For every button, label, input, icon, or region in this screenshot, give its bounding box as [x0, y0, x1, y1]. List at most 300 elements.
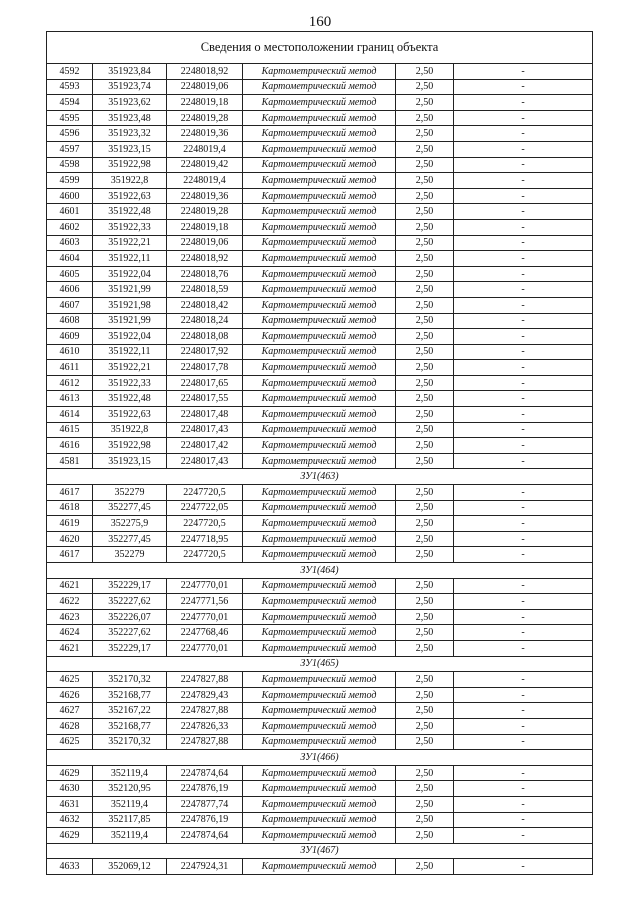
y-coordinate-cell: 2248017,48 — [167, 407, 243, 423]
accuracy-cell: 2,50 — [396, 516, 454, 532]
table-row — [47, 126, 593, 142]
x-coordinate-cell: 352227,62 — [93, 625, 167, 641]
y-coordinate-cell: 2247720,5 — [167, 547, 243, 563]
description-cell: - — [454, 781, 593, 797]
y-coordinate-cell: 2247720,5 — [167, 516, 243, 532]
y-coordinate-cell: 2248018,92 — [167, 251, 243, 267]
x-coordinate-cell: 352229,17 — [93, 640, 167, 656]
point-number-cell: 4611 — [47, 360, 93, 376]
point-number-cell: 4629 — [47, 765, 93, 781]
description-cell: - — [454, 375, 593, 391]
group-label: ЗУ1(465) — [47, 656, 593, 672]
method-cell: Картометрический метод — [243, 126, 396, 142]
y-coordinate-cell: 2248018,08 — [167, 329, 243, 345]
table-row — [47, 578, 593, 594]
x-coordinate-cell: 351922,8 — [93, 422, 167, 438]
accuracy-cell: 2,50 — [396, 297, 454, 313]
accuracy-cell: 2,50 — [396, 251, 454, 267]
method-cell: Картометрический метод — [243, 859, 396, 875]
point-number-cell: 4620 — [47, 531, 93, 547]
point-number-cell: 4603 — [47, 235, 93, 251]
table-row — [47, 609, 593, 625]
description-cell: - — [454, 79, 593, 95]
y-coordinate-cell: 2247876,19 — [167, 812, 243, 828]
accuracy-cell: 2,50 — [396, 79, 454, 95]
description-cell: - — [454, 485, 593, 501]
description-cell: - — [454, 859, 593, 875]
accuracy-cell: 2,50 — [396, 235, 454, 251]
point-number-cell: 4598 — [47, 157, 93, 173]
y-coordinate-cell: 2247770,01 — [167, 640, 243, 656]
y-coordinate-cell: 2248019,18 — [167, 95, 243, 111]
description-cell: - — [454, 266, 593, 282]
y-coordinate-cell: 2248019,28 — [167, 204, 243, 220]
table-row — [47, 110, 593, 126]
x-coordinate-cell: 351923,48 — [93, 110, 167, 126]
point-number-cell: 4599 — [47, 173, 93, 189]
y-coordinate-cell: 2248019,06 — [167, 235, 243, 251]
table-row — [47, 500, 593, 516]
y-coordinate-cell: 2247924,31 — [167, 859, 243, 875]
table-row — [47, 204, 593, 220]
point-number-cell: 4609 — [47, 329, 93, 345]
description-cell: - — [454, 188, 593, 204]
method-cell: Картометрический метод — [243, 313, 396, 329]
accuracy-cell: 2,50 — [396, 453, 454, 469]
description-cell: - — [454, 235, 593, 251]
x-coordinate-cell: 352277,45 — [93, 500, 167, 516]
table-row — [47, 734, 593, 750]
method-cell: Картометрический метод — [243, 297, 396, 313]
point-number-cell: 4617 — [47, 485, 93, 501]
description-cell: - — [454, 640, 593, 656]
method-cell: Картометрический метод — [243, 157, 396, 173]
accuracy-cell: 2,50 — [396, 422, 454, 438]
y-coordinate-cell: 2247722,05 — [167, 500, 243, 516]
y-coordinate-cell: 2247874,64 — [167, 828, 243, 844]
method-cell: Картометрический метод — [243, 110, 396, 126]
description-cell: - — [454, 734, 593, 750]
point-number-cell: 4593 — [47, 79, 93, 95]
x-coordinate-cell: 351922,48 — [93, 391, 167, 407]
y-coordinate-cell: 2248017,92 — [167, 344, 243, 360]
x-coordinate-cell: 352279 — [93, 485, 167, 501]
point-number-cell: 4602 — [47, 219, 93, 235]
point-number-cell: 4612 — [47, 375, 93, 391]
accuracy-cell: 2,50 — [396, 703, 454, 719]
description-cell: - — [454, 141, 593, 157]
description-cell: - — [454, 609, 593, 625]
method-cell: Картометрический метод — [243, 282, 396, 298]
y-coordinate-cell: 2248017,43 — [167, 422, 243, 438]
group-label: ЗУ1(466) — [47, 750, 593, 766]
description-cell: - — [454, 360, 593, 376]
description-cell: - — [454, 812, 593, 828]
accuracy-cell: 2,50 — [396, 360, 454, 376]
accuracy-cell: 2,50 — [396, 718, 454, 734]
table-row — [47, 438, 593, 454]
x-coordinate-cell: 351922,21 — [93, 235, 167, 251]
method-cell: Картометрический метод — [243, 173, 396, 189]
method-cell: Картометрический метод — [243, 79, 396, 95]
x-coordinate-cell: 352170,32 — [93, 734, 167, 750]
table-row — [47, 718, 593, 734]
y-coordinate-cell: 2248019,36 — [167, 126, 243, 142]
accuracy-cell: 2,50 — [396, 812, 454, 828]
table-row — [47, 391, 593, 407]
group-label: ЗУ1(463) — [47, 469, 593, 485]
x-coordinate-cell: 352275,9 — [93, 516, 167, 532]
x-coordinate-cell: 352226,07 — [93, 609, 167, 625]
y-coordinate-cell: 2247829,43 — [167, 687, 243, 703]
table-row — [47, 360, 593, 376]
y-coordinate-cell: 2247827,88 — [167, 734, 243, 750]
accuracy-cell: 2,50 — [396, 329, 454, 345]
table-row — [47, 173, 593, 189]
x-coordinate-cell: 351923,84 — [93, 64, 167, 80]
description-cell: - — [454, 453, 593, 469]
y-coordinate-cell: 2248018,24 — [167, 313, 243, 329]
method-cell: Картометрический метод — [243, 765, 396, 781]
method-cell: Картометрический метод — [243, 687, 396, 703]
table-row — [47, 812, 593, 828]
table-row — [47, 313, 593, 329]
x-coordinate-cell: 351922,11 — [93, 251, 167, 267]
accuracy-cell: 2,50 — [396, 578, 454, 594]
description-cell: - — [454, 110, 593, 126]
accuracy-cell: 2,50 — [396, 313, 454, 329]
description-cell: - — [454, 95, 593, 111]
point-number-cell: 4596 — [47, 126, 93, 142]
accuracy-cell: 2,50 — [396, 609, 454, 625]
point-number-cell: 4633 — [47, 859, 93, 875]
method-cell: Картометрический метод — [243, 485, 396, 501]
x-coordinate-cell: 351923,15 — [93, 141, 167, 157]
method-cell: Картометрический метод — [243, 516, 396, 532]
point-number-cell: 4581 — [47, 453, 93, 469]
method-cell: Картометрический метод — [243, 360, 396, 376]
point-number-cell: 4614 — [47, 407, 93, 423]
description-cell: - — [454, 173, 593, 189]
accuracy-cell: 2,50 — [396, 204, 454, 220]
x-coordinate-cell: 351922,33 — [93, 375, 167, 391]
y-coordinate-cell: 2248019,42 — [167, 157, 243, 173]
method-cell: Картометрический метод — [243, 235, 396, 251]
x-coordinate-cell: 351922,8 — [93, 173, 167, 189]
method-cell: Картометрический метод — [243, 95, 396, 111]
y-coordinate-cell: 2248017,55 — [167, 391, 243, 407]
accuracy-cell: 2,50 — [396, 344, 454, 360]
accuracy-cell: 2,50 — [396, 375, 454, 391]
table-row — [47, 485, 593, 501]
method-cell: Картометрический метод — [243, 640, 396, 656]
x-coordinate-cell: 351922,11 — [93, 344, 167, 360]
method-cell: Картометрический метод — [243, 672, 396, 688]
table-row — [47, 407, 593, 423]
group-header-row — [47, 656, 593, 672]
accuracy-cell: 2,50 — [396, 173, 454, 189]
description-cell: - — [454, 500, 593, 516]
accuracy-cell: 2,50 — [396, 391, 454, 407]
description-cell: - — [454, 796, 593, 812]
point-number-cell: 4626 — [47, 687, 93, 703]
x-coordinate-cell: 352119,4 — [93, 796, 167, 812]
point-number-cell: 4625 — [47, 734, 93, 750]
accuracy-cell: 2,50 — [396, 859, 454, 875]
description-cell: - — [454, 391, 593, 407]
accuracy-cell: 2,50 — [396, 796, 454, 812]
accuracy-cell: 2,50 — [396, 438, 454, 454]
y-coordinate-cell: 2248019,06 — [167, 79, 243, 95]
page-number: 160 — [308, 14, 332, 30]
method-cell: Картометрический метод — [243, 204, 396, 220]
table-title-row — [47, 32, 593, 64]
x-coordinate-cell: 351921,99 — [93, 313, 167, 329]
point-number-cell: 4607 — [47, 297, 93, 313]
y-coordinate-cell: 2247771,56 — [167, 594, 243, 610]
table-row — [47, 251, 593, 267]
point-number-cell: 4621 — [47, 578, 93, 594]
description-cell: - — [454, 204, 593, 220]
group-label: ЗУ1(464) — [47, 563, 593, 579]
table-row — [47, 781, 593, 797]
point-number-cell: 4618 — [47, 500, 93, 516]
x-coordinate-cell: 352168,77 — [93, 718, 167, 734]
table-row — [47, 188, 593, 204]
point-number-cell: 4592 — [47, 64, 93, 80]
method-cell: Картометрический метод — [243, 609, 396, 625]
table-row — [47, 594, 593, 610]
method-cell: Картометрический метод — [243, 188, 396, 204]
table-row — [47, 765, 593, 781]
accuracy-cell: 2,50 — [396, 407, 454, 423]
method-cell: Картометрический метод — [243, 219, 396, 235]
method-cell: Картометрический метод — [243, 141, 396, 157]
table-row — [47, 79, 593, 95]
method-cell: Картометрический метод — [243, 781, 396, 797]
point-number-cell: 4625 — [47, 672, 93, 688]
x-coordinate-cell: 351923,74 — [93, 79, 167, 95]
method-cell: Картометрический метод — [243, 344, 396, 360]
point-number-cell: 4627 — [47, 703, 93, 719]
y-coordinate-cell: 2247827,88 — [167, 703, 243, 719]
point-number-cell: 4616 — [47, 438, 93, 454]
description-cell: - — [454, 282, 593, 298]
y-coordinate-cell: 2247874,64 — [167, 765, 243, 781]
table-row — [47, 640, 593, 656]
x-coordinate-cell: 352119,4 — [93, 765, 167, 781]
y-coordinate-cell: 2248018,92 — [167, 64, 243, 80]
y-coordinate-cell: 2247876,19 — [167, 781, 243, 797]
x-coordinate-cell: 352229,17 — [93, 578, 167, 594]
table-row — [47, 796, 593, 812]
table-row — [47, 329, 593, 345]
description-cell: - — [454, 594, 593, 610]
table-row — [47, 344, 593, 360]
description-cell: - — [454, 578, 593, 594]
method-cell: Картометрический метод — [243, 703, 396, 719]
description-cell: - — [454, 672, 593, 688]
accuracy-cell: 2,50 — [396, 828, 454, 844]
description-cell: - — [454, 344, 593, 360]
point-number-cell: 4608 — [47, 313, 93, 329]
accuracy-cell: 2,50 — [396, 500, 454, 516]
accuracy-cell: 2,50 — [396, 95, 454, 111]
x-coordinate-cell: 352069,12 — [93, 859, 167, 875]
x-coordinate-cell: 351923,15 — [93, 453, 167, 469]
table-row — [47, 297, 593, 313]
point-number-cell: 4601 — [47, 204, 93, 220]
method-cell: Картометрический метод — [243, 422, 396, 438]
description-cell: - — [454, 828, 593, 844]
description-cell: - — [454, 329, 593, 345]
description-cell: - — [454, 547, 593, 563]
x-coordinate-cell: 352167,22 — [93, 703, 167, 719]
table-row — [47, 687, 593, 703]
method-cell: Картометрический метод — [243, 828, 396, 844]
method-cell: Картометрический метод — [243, 796, 396, 812]
x-coordinate-cell: 352277,45 — [93, 531, 167, 547]
x-coordinate-cell: 351921,98 — [93, 297, 167, 313]
point-number-cell: 4606 — [47, 282, 93, 298]
accuracy-cell: 2,50 — [396, 157, 454, 173]
point-number-cell: 4617 — [47, 547, 93, 563]
method-cell: Картометрический метод — [243, 625, 396, 641]
method-cell: Картометрический метод — [243, 453, 396, 469]
y-coordinate-cell: 2248017,42 — [167, 438, 243, 454]
point-number-cell: 4619 — [47, 516, 93, 532]
accuracy-cell: 2,50 — [396, 266, 454, 282]
accuracy-cell: 2,50 — [396, 547, 454, 563]
y-coordinate-cell: 2248019,4 — [167, 141, 243, 157]
method-cell: Картометрический метод — [243, 438, 396, 454]
description-cell: - — [454, 438, 593, 454]
description-cell: - — [454, 297, 593, 313]
accuracy-cell: 2,50 — [396, 64, 454, 80]
method-cell: Картометрический метод — [243, 375, 396, 391]
method-cell: Картометрический метод — [243, 547, 396, 563]
y-coordinate-cell: 2247827,88 — [167, 672, 243, 688]
group-header-row — [47, 843, 593, 859]
table-row — [47, 703, 593, 719]
x-coordinate-cell: 352168,77 — [93, 687, 167, 703]
description-cell: - — [454, 251, 593, 267]
x-coordinate-cell: 352117,85 — [93, 812, 167, 828]
x-coordinate-cell: 351922,63 — [93, 188, 167, 204]
y-coordinate-cell: 2248017,43 — [167, 453, 243, 469]
y-coordinate-cell: 2248018,76 — [167, 266, 243, 282]
accuracy-cell: 2,50 — [396, 141, 454, 157]
table-row — [47, 672, 593, 688]
table-row — [47, 64, 593, 80]
description-cell: - — [454, 765, 593, 781]
point-number-cell: 4597 — [47, 141, 93, 157]
y-coordinate-cell: 2247720,5 — [167, 485, 243, 501]
point-number-cell: 4600 — [47, 188, 93, 204]
x-coordinate-cell: 351922,33 — [93, 219, 167, 235]
method-cell: Картометрический метод — [243, 812, 396, 828]
accuracy-cell: 2,50 — [396, 625, 454, 641]
description-cell: - — [454, 516, 593, 532]
table-row — [47, 157, 593, 173]
table-row — [47, 282, 593, 298]
y-coordinate-cell: 2247826,33 — [167, 718, 243, 734]
x-coordinate-cell: 351922,48 — [93, 204, 167, 220]
point-number-cell: 4631 — [47, 796, 93, 812]
y-coordinate-cell: 2248018,59 — [167, 282, 243, 298]
point-number-cell: 4621 — [47, 640, 93, 656]
accuracy-cell: 2,50 — [396, 531, 454, 547]
description-cell: - — [454, 703, 593, 719]
accuracy-cell: 2,50 — [396, 672, 454, 688]
y-coordinate-cell: 2247877,74 — [167, 796, 243, 812]
method-cell: Картометрический метод — [243, 734, 396, 750]
group-header-row — [47, 750, 593, 766]
table-row — [47, 141, 593, 157]
method-cell: Картометрический метод — [243, 391, 396, 407]
y-coordinate-cell: 2248019,18 — [167, 219, 243, 235]
y-coordinate-cell: 2248019,28 — [167, 110, 243, 126]
x-coordinate-cell: 352120,95 — [93, 781, 167, 797]
point-number-cell: 4604 — [47, 251, 93, 267]
y-coordinate-cell: 2248018,42 — [167, 297, 243, 313]
description-cell: - — [454, 625, 593, 641]
y-coordinate-cell: 2247718,95 — [167, 531, 243, 547]
accuracy-cell: 2,50 — [396, 219, 454, 235]
table-row — [47, 235, 593, 251]
method-cell: Картометрический метод — [243, 718, 396, 734]
accuracy-cell: 2,50 — [396, 734, 454, 750]
x-coordinate-cell: 351922,04 — [93, 329, 167, 345]
x-coordinate-cell: 351922,04 — [93, 266, 167, 282]
method-cell: Картометрический метод — [243, 329, 396, 345]
accuracy-cell: 2,50 — [396, 126, 454, 142]
table-row — [47, 422, 593, 438]
description-cell: - — [454, 718, 593, 734]
description-cell: - — [454, 126, 593, 142]
y-coordinate-cell: 2247770,01 — [167, 609, 243, 625]
group-label: ЗУ1(467) — [47, 843, 593, 859]
point-number-cell: 4610 — [47, 344, 93, 360]
table-row — [47, 859, 593, 875]
description-cell: - — [454, 219, 593, 235]
method-cell: Картометрический метод — [243, 407, 396, 423]
point-number-cell: 4605 — [47, 266, 93, 282]
table-row — [47, 547, 593, 563]
boundary-table — [46, 31, 593, 875]
x-coordinate-cell: 352170,32 — [93, 672, 167, 688]
point-number-cell: 4613 — [47, 391, 93, 407]
y-coordinate-cell: 2247770,01 — [167, 578, 243, 594]
description-cell: - — [454, 422, 593, 438]
point-number-cell: 4622 — [47, 594, 93, 610]
accuracy-cell: 2,50 — [396, 594, 454, 610]
accuracy-cell: 2,50 — [396, 188, 454, 204]
point-number-cell: 4632 — [47, 812, 93, 828]
description-cell: - — [454, 531, 593, 547]
accuracy-cell: 2,50 — [396, 282, 454, 298]
x-coordinate-cell: 352119,4 — [93, 828, 167, 844]
point-number-cell: 4594 — [47, 95, 93, 111]
accuracy-cell: 2,50 — [396, 640, 454, 656]
table-row — [47, 219, 593, 235]
method-cell: Картометрический метод — [243, 251, 396, 267]
description-cell: - — [454, 64, 593, 80]
table-row — [47, 828, 593, 844]
point-number-cell: 4628 — [47, 718, 93, 734]
table-row — [47, 95, 593, 111]
method-cell: Картометрический метод — [243, 500, 396, 516]
